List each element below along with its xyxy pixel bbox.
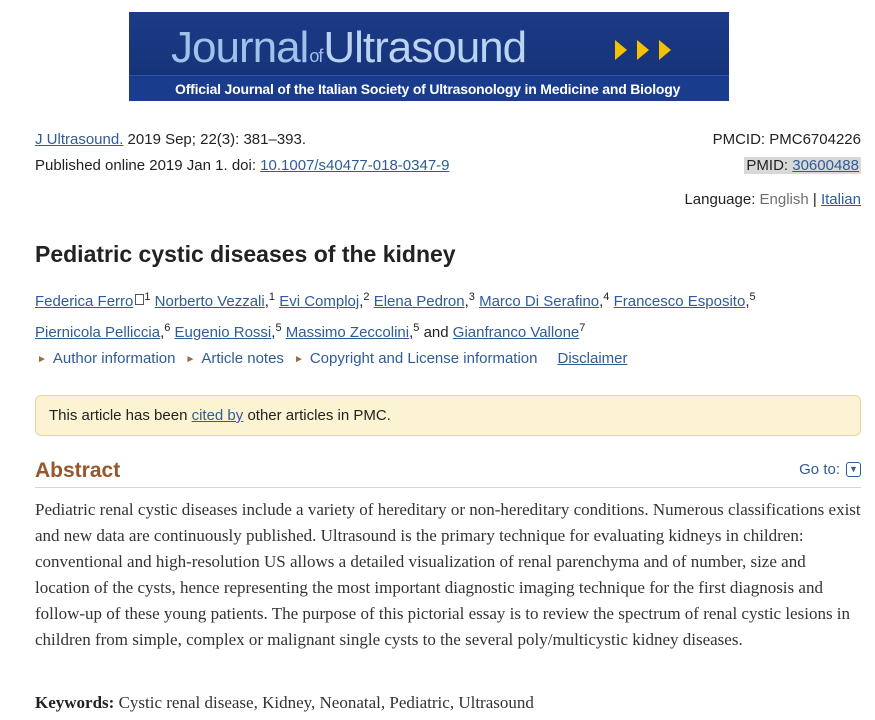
and-word: and <box>423 324 449 341</box>
chevron-down-icon[interactable]: ▼ <box>846 462 861 477</box>
copyright-toggle[interactable] <box>294 350 538 367</box>
published-online: Published online 2019 Jan 1. doi: <box>35 157 261 174</box>
cited-by-notice <box>35 395 861 436</box>
disclaimer-link[interactable]: Disclaimer <box>557 350 628 367</box>
article-notes-toggle[interactable] <box>185 350 283 367</box>
author-affiliation: 7 <box>579 322 586 334</box>
goto-menu[interactable] <box>799 461 861 478</box>
author-link[interactable]: Evi Comploj <box>279 293 360 310</box>
author-link[interactable]: Elena Pedron <box>373 293 465 310</box>
author-link[interactable]: Norberto Vezzali <box>154 293 265 310</box>
pmid-label: PMID: <box>746 157 793 174</box>
language-english: English <box>759 191 809 208</box>
identifier-block <box>713 127 861 179</box>
author-link[interactable]: Francesco Esposito <box>613 293 746 310</box>
notice-text-pre: This article has been <box>49 407 192 424</box>
abstract-text: Pediatric renal cystic diseases include a variety of hereditary or non-hereditary conditions. Numerous classifications exist and new data are continuously published. Ultrasound is the primary technique for evaluating kidneys in children: conventional and high-resolution US allows a detailed visualization of renal parenchyma and of number, size and location of the cysts, hence representing the most important diagnostic imaging technique for the first diagnosis and follow-up of these young patients. The purpose of this pictorial essay is to review the spectrum of renal cystic lesions in children from simple, complex or malignant single cysts to the several poly/multicystic kidney diseases. <box>35 500 861 649</box>
journal-link[interactable]: J Ultrasound. <box>35 131 124 148</box>
pmcid: PMCID: PMC6704226 <box>712 131 861 148</box>
article-notes-label: Article notes <box>201 350 284 367</box>
language-selector <box>684 191 861 208</box>
banner-title <box>171 23 527 72</box>
author-affiliation: 3 <box>468 291 475 303</box>
author-link[interactable]: Marco Di Serafino <box>479 293 600 310</box>
keywords-label: Keywords: <box>35 693 115 712</box>
language-italian-link[interactable]: Italian <box>820 191 861 208</box>
author-link[interactable]: Piernicola Pelliccia <box>35 324 161 341</box>
author-link[interactable]: Massimo Zeccolini <box>285 324 410 341</box>
keywords <box>35 693 534 713</box>
language-label: Language: <box>684 191 760 208</box>
author-link[interactable]: Gianfranco Vallone <box>452 324 580 341</box>
article-title: Pediatric cystic diseases of the kidney <box>35 241 456 267</box>
abstract-heading: Abstract <box>35 459 121 482</box>
doi-link[interactable]: 10.1007/s40477-018-0347-9 <box>260 157 450 174</box>
triangle-right-icon: ► <box>37 354 47 365</box>
keywords-list: Cystic renal disease, Kidney, Neonatal, Pediatric, Ultrasound <box>114 693 534 712</box>
author-affiliation: 5 <box>275 322 282 334</box>
author-list: Federica Ferro $^1$ Norberto Vezzali,$^1$ Evi Comploj,$^2$ Elena Pedron,$^3$ Marco Di Serafino,$^4$ Francesco Esposito,$^5$ Piernicola Pelliccia,$^6$ Eugenio Rossi,$^5$ Massimo Zeccolini,$^5$ and Gianfranco Vallone$^7$ <box>35 291 756 341</box>
article-info-links <box>37 350 638 367</box>
author-affiliation: 5 <box>413 322 420 334</box>
triangle-right-icon: ► <box>293 354 304 365</box>
copyright-label: Copyright and License information <box>309 350 538 367</box>
goto-label: Go to: <box>799 461 840 478</box>
author-information-toggle[interactable] <box>37 350 175 367</box>
journal-banner[interactable] <box>129 12 729 101</box>
author-affiliation: 2 <box>363 291 370 303</box>
banner-of-word: of <box>309 46 323 66</box>
citation-details: 2019 Sep; 22(3): 381–393. <box>123 131 307 148</box>
banner-journal-word: Journal <box>171 23 309 72</box>
triangle-right-icon: ► <box>185 354 196 365</box>
pmid-link[interactable]: 30600488 <box>792 157 859 174</box>
notice-text-post: other articles in PMC. <box>243 407 391 424</box>
author-affiliation: 4 <box>603 291 610 303</box>
author-information-label: Author information <box>52 350 176 367</box>
author-affiliation: 6 <box>164 322 171 334</box>
author-affiliation: 1 <box>268 291 276 303</box>
section-divider <box>35 487 861 488</box>
banner-arrows-icon <box>615 40 671 60</box>
cited-by-link[interactable]: cited by <box>191 407 244 424</box>
citation-block <box>35 127 450 179</box>
pmid-box <box>744 157 861 174</box>
language-separator: | <box>808 191 821 208</box>
banner-ultrasound-word: Ultrasound <box>323 23 527 72</box>
author-link[interactable]: Federica Ferro <box>35 293 134 310</box>
banner-subtitle: Official Journal of the Italian Society of Ultrasonology in Medicine and Biology <box>175 81 681 97</box>
author-affiliation: 5 <box>749 291 756 303</box>
author-link[interactable]: Eugenio Rossi <box>174 324 272 341</box>
author-affiliation: 1 <box>144 291 151 303</box>
